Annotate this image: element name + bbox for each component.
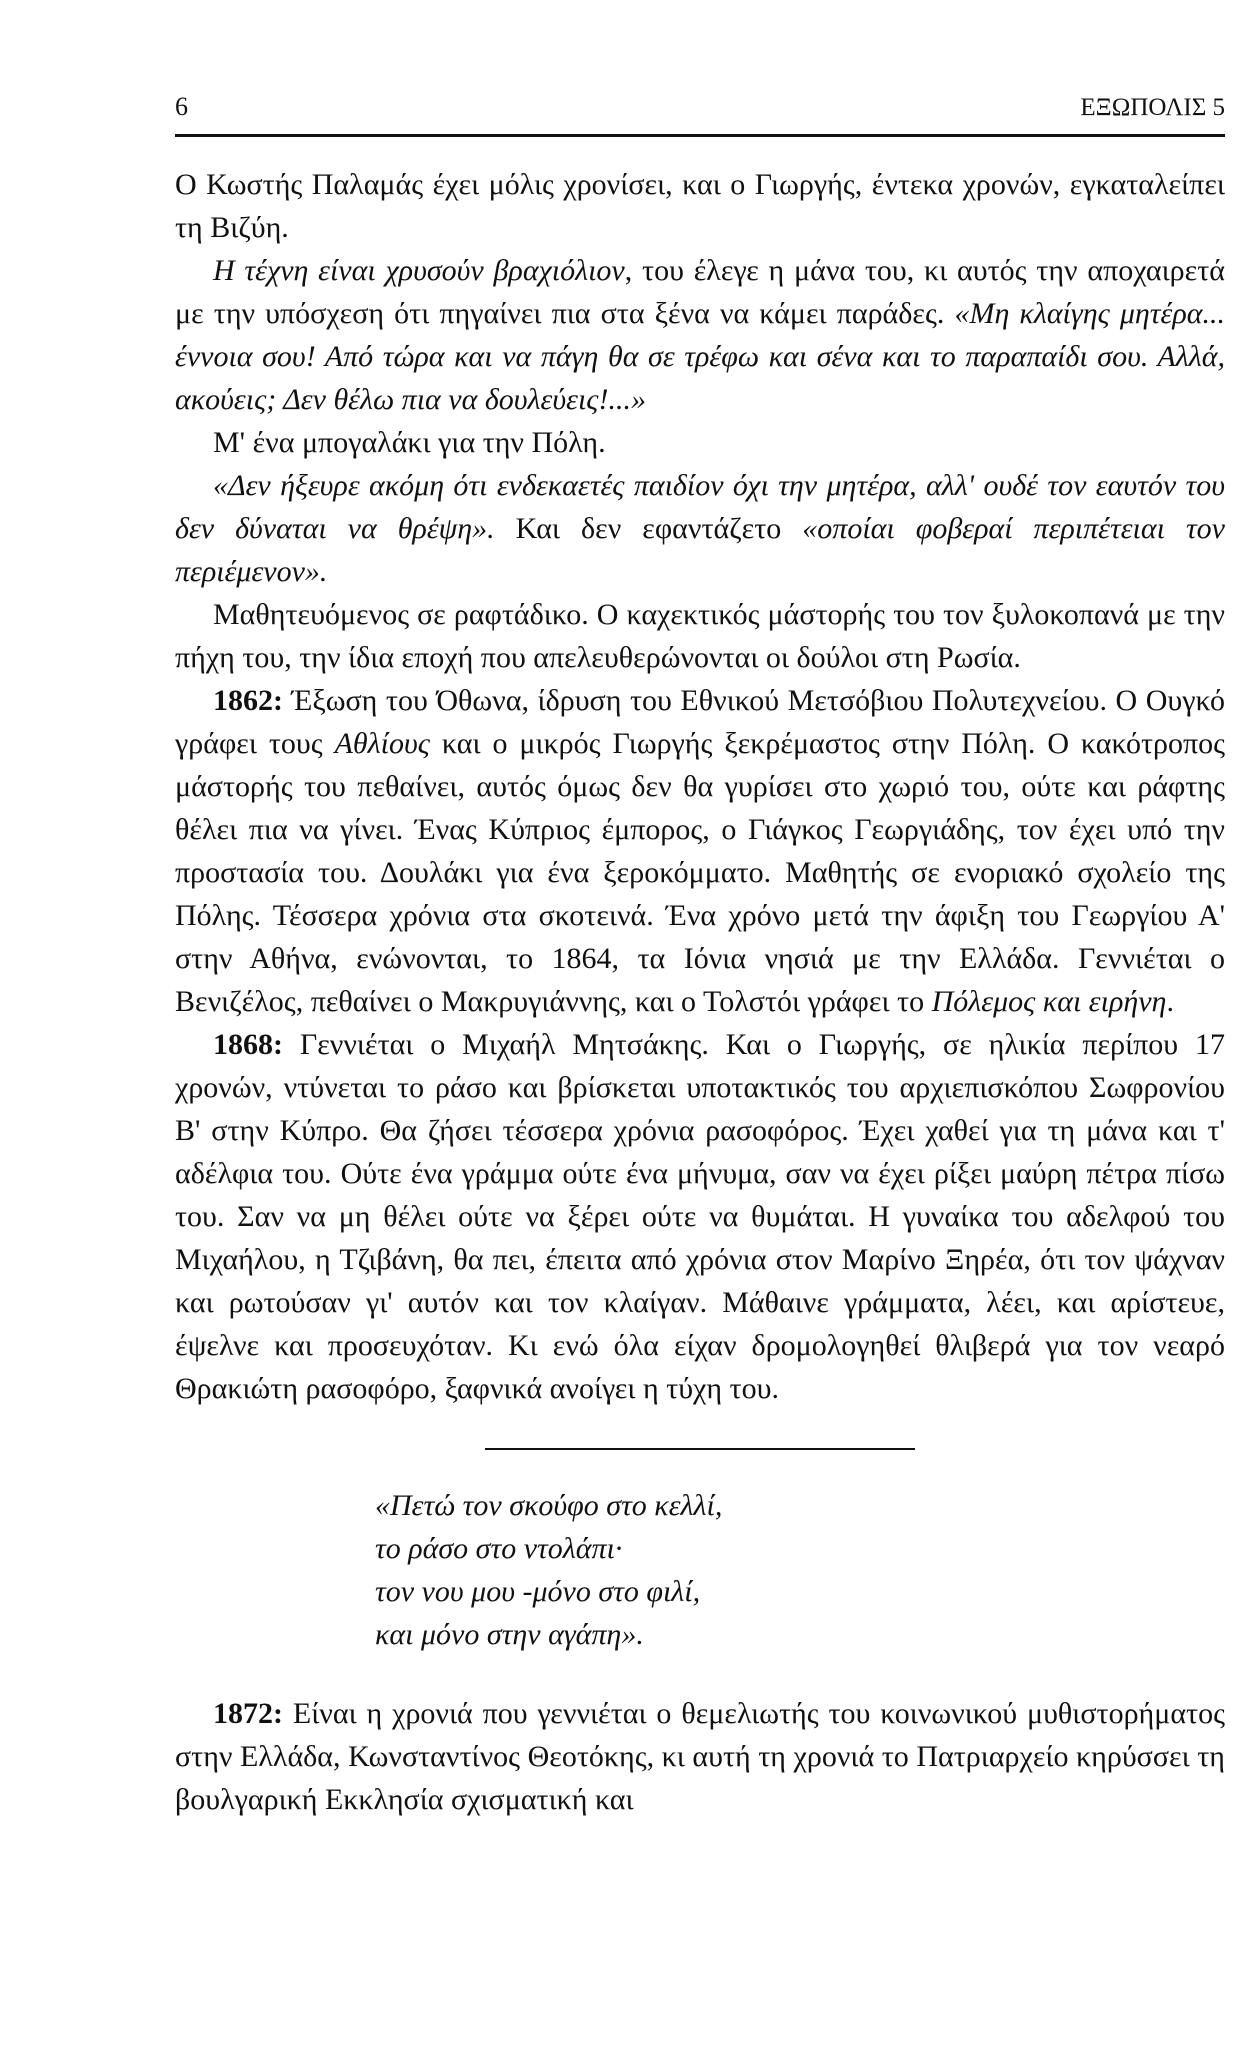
- paragraph-4: [175, 464, 1225, 593]
- poem-line-2: το ράσο στο ντολάπι·: [375, 1532, 623, 1565]
- journal-title: ΕΞΩΠΟΛΙΣ 5: [1080, 94, 1225, 121]
- page-header: [175, 92, 1225, 137]
- paragraph-1862-text-2: και ο μικρός Γιωργής ξεκρέμαστος στην Πόλη. Ο κακότροπος μάστορής του πεθαίνει, αυτός όμως δεν θα γυρίσει στο χωριό του, ούτε και ράφτης θέλει πια να γίνει. Ένας Κύπριος έμπορος, ο Γιάγκος Γεωργιάδης, τον έχει υπό την προστασία του. Δουλάκι για ένα ξεροκόμματο. Μαθητής σε ενοριακό σχολείο της Πόλης. Τέσσερα χρόνια στα σκοτεινά. Ένα χρόνο μετά την άφιξη του Γεωργίου Α' στην Αθήνα, ενώνονται, το 1864, τα Ιόνια νησιά με την Ελλάδα. Γεννιέται ο Βενιζέλος, πεθαίνει ο Μακρυγιάννης, και ο Τολστόι γράφει το: [175, 727, 1226, 1018]
- paragraph-1-text: Ο Κωστής Παλαμάς έχει μόλις χρονίσει, και ο Γιωργής, έντεκα χρονών, εγκαταλείπει τη Βιζύη.: [175, 168, 1225, 244]
- paragraph-1872: [175, 1692, 1225, 1821]
- poem-line-4: και μόνο στην αγάπη».: [375, 1618, 644, 1651]
- article-body: [175, 163, 1225, 1410]
- section-divider: [485, 1448, 915, 1450]
- farewell-quote: «Μη κλαίγης μητέρα... έννοια σου! Από τώρα και να πάγη θα σε τρέφω και σένα και το παραπαίδι σου. Αλλά, ακούεις; Δεν θέλω πια να δουλεύεις!...»: [175, 297, 1225, 416]
- year-1872: 1872:: [213, 1697, 283, 1730]
- paragraph-1868: [175, 1023, 1225, 1410]
- paragraph-5: [175, 593, 1225, 679]
- page-number: 6: [175, 92, 188, 121]
- paragraph-3-text: Μ' ένα μπογαλάκι για την Πόλη.: [213, 426, 606, 459]
- page: [175, 92, 1225, 1821]
- adventures-quote: «οποίαι φοβεραί περιπέτειαι τον περιέμενον».: [175, 512, 1225, 588]
- paragraph-5-text: Μαθητευόμενος σε ραφτάδικο. Ο καχεκτικός μάστορής του τον ξυλοκοπανά με την πήχη του, την ίδια εποχή που απελευθερώνονται οι δούλοι στη Ρωσία.: [175, 598, 1225, 674]
- paragraph-1868-text: Γεννιέται ο Μιχαήλ Μητσάκης. Και ο Γιωργής, σε ηλικία περίπου 17 χρονών, ντύνεται το ράσο και βρίσκεται υποτακτικός του αρχιεπισκόπου Σωφρονίου Β' στην Κύπρο. Θα ζήσει τέσσερα χρόνια ρασοφόρος. Έχει χαθεί για τη μάνα και τ' αδέλφια του. Ούτε ένα γράμμα ούτε ένα μήνυμα, σαν να έχει ρίξει μαύρη πέτρα πίσω του. Σαν να μη θέλει ούτε να ξέρει ούτε να θυμάται. Η γυναίκα του αδελφού του Μιχαήλου, η Τζιβάνη, θα πει, έπειτα από χρόνια στον Μαρίνο Ξηρέα, ότι τον ψάχναν και ρωτούσαν γι' αυτόν και τον κλαίγαν. Μάθαινε γράμματα, λέει, και αρίστευε, έψελνε και προσευχόταν. Κι ενώ όλα είχαν δρομολογηθεί θλιβερά για τον νεαρό Θρακιώτη ρασοφόρο, ξαφνικά ανοίγει η τύχη του.: [175, 1028, 1225, 1405]
- year-1862: 1862:: [213, 684, 283, 717]
- year-1868: 1868:: [213, 1028, 283, 1061]
- mother-quote: Η τέχνη είναι χρυσούν βραχιόλιον: [213, 254, 625, 287]
- paragraph-1: [175, 163, 1225, 249]
- paragraph-1872-text: Είναι η χρονιά που γεννιέται ο θεμελιωτής του κοινωνικού μυθιστορήματος στην Ελλάδα, Κωνσταντίνος Θεοτόκης, κι αυτή τη χρονιά το Πατριαρχείο κηρύσσει τη βουλγαρική Εκκλησία σχισματική και: [175, 1697, 1225, 1816]
- paragraph-1862: [175, 679, 1225, 1023]
- paragraph-1862-text-3: .: [1166, 985, 1174, 1018]
- paragraph-1862-text-1: Έξωση του Όθωνα, ίδρυση του Εθνικού Μετσόβιου Πολυτεχνείου. Ο Ουγκό γράφει τους: [175, 684, 1225, 760]
- article-body-continued: [175, 1692, 1225, 1821]
- poem: [375, 1484, 1225, 1656]
- paragraph-4-text: Και δεν εφαντάζετο: [494, 512, 803, 545]
- paragraph-3: [175, 421, 1225, 464]
- paragraph-2-text: , του έλεγε η μάνα του, κι αυτός την αποχαιρετά με την υπόσχεση ότι πηγαίνει πια στα ξένα να κάμει παράδες.: [175, 254, 1225, 330]
- book-title-athlioi: Αθλίους: [334, 727, 430, 760]
- poem-line-1: «Πετώ τον σκούφο στο κελλί,: [375, 1489, 723, 1522]
- paragraph-2: [175, 249, 1225, 421]
- poem-line-3: τον νου μου -μόνο στο φιλί,: [375, 1575, 701, 1608]
- child-quote: «Δεν ήξευρε ακόμη ότι ενδεκαετές παιδίον όχι την μητέρα, αλλ' ουδέ τον εαυτόν του δεν δύναται να θρέψη».: [175, 469, 1225, 545]
- book-title-war-and-peace: Πόλεμος και ειρήνη: [931, 985, 1167, 1018]
